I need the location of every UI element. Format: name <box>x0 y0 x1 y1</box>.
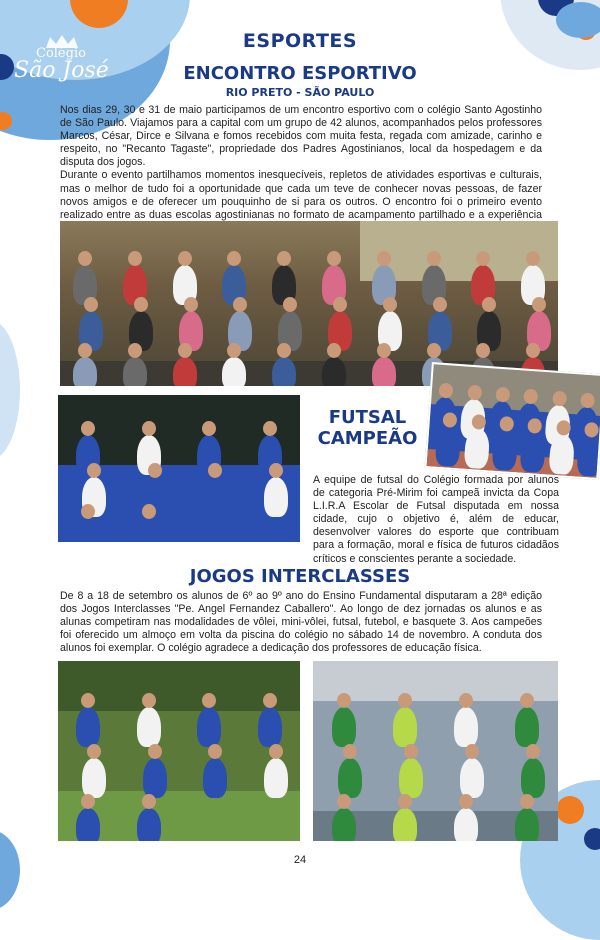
photo-person <box>137 518 161 542</box>
photo-person <box>521 758 545 798</box>
photo-person-head <box>476 343 490 358</box>
photo-person-head <box>134 297 148 312</box>
photo-person-head <box>427 251 441 266</box>
photo-person-head <box>277 343 291 358</box>
photo-person <box>272 357 296 386</box>
photo-person-head <box>227 251 241 266</box>
photo-person-head <box>128 251 142 266</box>
photo-person-head <box>337 693 351 708</box>
photo-person-head <box>476 251 490 266</box>
futsal-text: A equipe de futsal do Colégio formada por alunos de categoria Pré-Mirim foi campeã invicta da Copa L.I.R.A Escolar de Futsal disputada em nossa cidade, cujo o objetivo é, além de educar, desenvolver valores do esporte que contribuam para a formação, moral e física de futuros cidadãos críticos e conscientes perante a sociedade. <box>313 474 559 565</box>
photo-person <box>393 707 417 747</box>
photo-person-head <box>482 297 496 312</box>
photo-person <box>258 707 282 747</box>
photo-person-head <box>87 744 101 759</box>
photo-person-head <box>523 389 538 405</box>
photo-person-head <box>327 343 341 358</box>
photo-person-head <box>465 744 479 759</box>
photo-person-head <box>467 385 482 401</box>
photo-person <box>264 477 288 517</box>
encontro-subtitle: RIO PRETO - SÃO PAULO <box>225 86 375 99</box>
photo-person <box>393 808 417 841</box>
photo-person-head <box>208 744 222 759</box>
decor-circle-navy-bottom-right <box>584 828 600 850</box>
photo-person-head <box>433 297 447 312</box>
photo-person-head <box>459 693 473 708</box>
photo-person-head <box>208 463 222 478</box>
photo-person-head <box>87 463 101 478</box>
photo-person-head <box>178 343 192 358</box>
photo-person <box>137 707 161 747</box>
photo-person-head <box>377 251 391 266</box>
photo-football-team <box>58 661 300 841</box>
photo-person <box>222 357 246 386</box>
photo-person-head <box>78 251 92 266</box>
photo-person-head <box>142 504 156 519</box>
encontro-title: ENCONTRO ESPORTIVO <box>183 63 417 84</box>
photo-person <box>76 808 100 841</box>
photo-person-head <box>269 463 283 478</box>
photo-person-head <box>520 794 534 809</box>
photo-person-head <box>377 343 391 358</box>
photo-volleyball-team <box>313 661 558 841</box>
photo-person-head <box>263 421 277 436</box>
photo-person-head <box>227 343 241 358</box>
photo-person-head <box>580 393 595 409</box>
photo-person-head <box>398 794 412 809</box>
section-title: ESPORTES <box>242 30 358 52</box>
photo-person-head <box>439 383 454 399</box>
photo-person-head <box>78 343 92 358</box>
photo-person <box>454 808 478 841</box>
photo-person <box>460 758 484 798</box>
decor-circle-light-left-mid <box>0 320 20 460</box>
photo-person-head <box>142 421 156 436</box>
logo-text-line1: Colégio <box>36 46 86 61</box>
photo-person-head <box>404 744 418 759</box>
futsal-title-line1: FUTSAL <box>328 407 407 428</box>
photo-person <box>399 758 423 798</box>
photo-person <box>76 518 100 542</box>
photo-person-head <box>398 693 412 708</box>
photo-person-head <box>532 297 546 312</box>
photo-person <box>76 707 100 747</box>
photo-person-head <box>128 343 142 358</box>
photo-person <box>197 707 221 747</box>
logo-text-line2: São José <box>14 58 109 83</box>
photo-person <box>82 758 106 798</box>
decor-circle-orange-bottom-right <box>556 796 584 824</box>
photo-futsal-celebration <box>425 362 600 480</box>
photo-person-head <box>552 391 567 407</box>
photo-person <box>173 357 197 386</box>
photo-person-head <box>526 251 540 266</box>
photo-person <box>338 758 362 798</box>
photo-person-head <box>327 251 341 266</box>
jogos-title: JOGOS INTERCLASSES <box>189 566 411 587</box>
photo-person-head <box>283 297 297 312</box>
photo-person <box>332 707 356 747</box>
photo-person-head <box>556 420 571 436</box>
futsal-title-line2: CAMPEÃO <box>317 428 418 449</box>
photo-person-head <box>520 693 534 708</box>
photo-person <box>322 357 346 386</box>
photo-person <box>332 808 356 841</box>
futsal-title <box>315 407 420 449</box>
jogos-text: De 8 a 18 de setembro os alunos de 6º ao 9º ano do Ensino Fundamental disputaram a 28ª edição dos Jogos Interclasses "Pe. Angel Fernandez Caballero". Ao longo de dez jornadas os alunos e as alunas competiram nas modalidades de vôlei, mini-vôlei, futsal, futebol, e basquete 3. Aos campeões foi oferecido um almoço em volta da piscina do colégio no sábado 14 de novembro. A conduta dos alunos foi exemplar. O colégio agradece a dedicação dos professores de educação física. <box>60 590 542 655</box>
photo-person-head <box>81 421 95 436</box>
photo-person-head <box>427 343 441 358</box>
decor-arc-bottom-left <box>0 830 20 910</box>
photo-person <box>454 707 478 747</box>
page-number: 24 <box>293 854 307 866</box>
photo-person-head <box>343 744 357 759</box>
photo-person <box>203 477 227 517</box>
photo-person <box>123 357 147 386</box>
photo-person-head <box>495 387 510 403</box>
photo-person <box>73 357 97 386</box>
photo-person-head <box>148 463 162 478</box>
photo-person <box>137 808 161 841</box>
photo-person-head <box>277 251 291 266</box>
encontro-paragraph-1: Nos dias 29, 30 e 31 de maio participamos de um encontro esportivo com o colégio Santo Agostinho de São Paulo. Viajamos para a capital com um grupo de 42 alunos, acompanhados pelos professores Marcos, César, Dirce e Silvana e fomos recebidos com muita festa, regada com amizade, carinho e respeito, no "Recanto Tagaste", propriedade dos Padres Agostinianos, local da hospedagem e da disputa dos jogos. <box>60 104 542 169</box>
photo-person-head <box>148 744 162 759</box>
photo-person-head <box>184 297 198 312</box>
photo-person-head <box>81 504 95 519</box>
photo-person <box>372 357 396 386</box>
photo-person-head <box>471 414 486 430</box>
photo-person <box>515 808 539 841</box>
photo-person <box>143 758 167 798</box>
photo-person-head <box>459 794 473 809</box>
photo-person <box>264 758 288 798</box>
photo-person-head <box>178 251 192 266</box>
photo-group-encontro <box>60 221 558 386</box>
photo-person-head <box>337 794 351 809</box>
photo-person-head <box>383 297 397 312</box>
photo-futsal-team <box>58 395 300 542</box>
photo-person-head <box>233 297 247 312</box>
photo-person <box>515 707 539 747</box>
photo-person-head <box>142 794 156 809</box>
encontro-paragraph-2: Durante o evento partilhamos momentos inesquecíveis, repletos de atividades esportivas e culturais, mas o melhor de tudo foi a oportunidade que cada um teve de conhecer novas pessoas, de fazer novos amigos e de oferecer um pouquinho de si para os outros. O encontro foi o primeiro evento realizado entre as duas escolas agostinianas no formato de acampamento partilhado e a experiência <box>60 169 542 221</box>
photo-person-head <box>202 421 216 436</box>
photo-person-head <box>84 297 98 312</box>
photo-person <box>203 758 227 798</box>
photo-person-head <box>526 343 540 358</box>
photo-person-head <box>526 744 540 759</box>
photo-person-head <box>333 297 347 312</box>
photo-person-head <box>269 744 283 759</box>
